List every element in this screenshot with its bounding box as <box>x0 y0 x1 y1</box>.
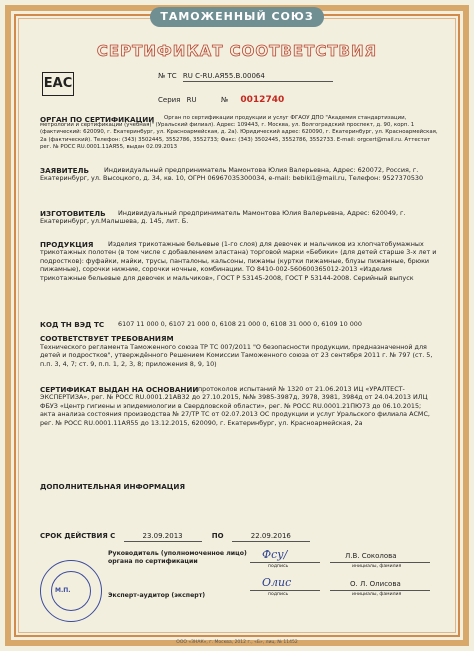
head-signature: Фсу/ <box>262 548 288 561</box>
product-text: Изделия трикотажные бельевые (1-го слоя) для девочек и мальчиков из хлопчатобумажных трикотажных полотен (в том числе с добавлением эластана) торговой марки «Бебики» (для детей старше 3-х лет и подростков): фуфайки, майки, трусы, панталоны, кальсоны, пижамы (куртки пижамные, блузы пижамные, брюки пижамные), сорочки нижние, сорочки ночные, комбинации. ТО 8410-002-560600365012-2013 «Изделия трикотажные бельевые для девочек и мальчиков», ГОСТ Р 53145-2008, ГОСТ Р 53144-2008. Серийный выпуск <box>40 240 437 282</box>
customs-union-header: ТАМОЖЕННЫЙ СОЮЗ <box>150 7 324 27</box>
reg-number-label: № ТС <box>158 72 177 80</box>
reg-number-row <box>158 72 333 82</box>
requirements-text: Технического регламента Таможенного союза ТР ТС 007/2011 "О безопасности продукции, предназначенной для детей и подростков", утверждённого Решением Комиссии Таможенного союза от 23 сентября 2011 г. № 797 (ст. 5, п.п. 3, 4, 7; ст. 9, п.п. 1, 2, 3, 8; приложения 8, 9, 10) <box>40 343 433 368</box>
extra-info-label: ДОПОЛНИТЕЛЬНАЯ ИНФОРМАЦИЯ <box>40 482 185 491</box>
reg-number-value: RU С-RU.АЯ55.В.00064 <box>183 72 333 82</box>
head-sign-caption: подпись <box>268 564 289 569</box>
expert-name-caption: инициалы, фамилия <box>352 592 402 597</box>
eac-mark: ЕАС <box>42 72 74 96</box>
validity-to-label: ПО <box>211 532 224 540</box>
expert-label: Эксперт-аудитор (эксперт) <box>108 592 206 599</box>
tnved-text: 6107 11 000 0, 6107 21 000 0, 6108 21 000 0, 6108 31 000 0, 6109 10 000 <box>118 320 362 328</box>
blank-number-label: № <box>220 96 229 104</box>
validity-from-label: СРОК ДЕЙСТВИЯ С <box>40 532 116 540</box>
issued-basis-label: СЕРТИФИКАТ ВЫДАН НА ОСНОВАНИИ <box>40 385 199 394</box>
manufacturer-text: Индивидуальный предприниматель Мамонтова Юлия Валерьевна, Адрес: 620049, г. Екатеринбург, ул.Малышева, д. 145, лит. Б. <box>40 209 406 226</box>
validity-row <box>40 532 310 542</box>
organ-label: ОРГАН ПО СЕРТИФИКАЦИИ <box>40 115 155 124</box>
expert-sign-caption: подпись <box>268 592 289 597</box>
organ-text: Орган по сертификации продукции и услуг ФГАОУ ДПО "Академия стандартизации, метрологии и сертификации (учебная)" (Уральский филиал). Адрес: 109443, г. Москва, ул. Волгоградский проспект, д. 90, корп. 1 (фактический: 620090, г. Екатеринбург, ул. Красноармейская, д. 2а). Юридический адрес: 620090, г. Екатеринбург, ул. Красноармейская, 2а (фактический). Телефон: (343) 3502445, 3552786, 3552733; Факс: (343) 3502445, 3552786, 3552733. E-mail: orgcert@mail.ru. Аттестат рег. № РОСС RU.0001.11АЯ55, выдан 02.09.2013 <box>40 115 438 150</box>
applicant-label: ЗАЯВИТЕЛЬ <box>40 166 89 175</box>
series-value: RU <box>186 96 197 104</box>
series-label: Серия <box>158 96 181 104</box>
validity-to-date: 22.09.2016 <box>232 532 310 542</box>
printer-footer: ООО «ЗНАК», г. Москва, 2012 г., «Б», лиц. № 11452 <box>176 640 298 645</box>
head-name: Л.В. Соколова <box>345 552 397 560</box>
product-label: ПРОДУКЦИЯ <box>40 240 94 249</box>
expert-signature: Олис <box>262 576 292 589</box>
certificate-title: СЕРТИФИКАТ СООТВЕТСТВИЯ <box>96 42 378 60</box>
series-row <box>158 96 284 105</box>
tnved-label: КОД ТН ВЭД ТС <box>40 320 105 329</box>
manufacturer-label: ИЗГОТОВИТЕЛЬ <box>40 209 106 218</box>
seal-stamp <box>40 560 102 622</box>
expert-name: О. Л. Олисова <box>350 580 401 588</box>
issued-basis-text: протоколов испытаний № 1320 от 21.06.2013 ИЦ «УРАЛТЕСТ-ЭКСПЕРТИЗА», рег. № РОСС RU.0001.21АВ32 до 27.10.2015, №№ 3985-3987д, 3978, 3981, 3984д от 24.04.2013 ИЛЦ ФБУЗ «Центр гигиены и эпидемиологии в Свердловской области», рег. № РОСС RU.0001.21ПЮ73 до 06.10.2015; акта анализа состояния производства № 27/ТР ТС от 02.07.2013 ОС продукции и услуг Уральского филиала АСМС, рег. № РОСС RU.0001.11АЯ55 до 13.12.2015, 620090, г. Екатеринбург, ул. Красноармейская, 2а <box>40 385 430 427</box>
validity-from-date: 23.09.2013 <box>124 532 202 542</box>
stamp-label: М.П. <box>55 587 71 594</box>
blank-number-value: 0012740 <box>240 95 285 105</box>
applicant-text: Индивидуальный предприниматель Мамонтова Юлия Валерьевна, Адрес: 620072, Россия, г. Екатеринбург, ул. Высоцкого, д. 34, кв. 10, ОГРН 06967035300034, e-mail: bebiki1@mail.ru, Телефон: 9527370530 <box>40 166 424 183</box>
head-signatory-label: Руководитель (уполномоченное лицо) органа по сертификации <box>108 550 247 566</box>
head-name-caption: инициалы, фамилия <box>352 564 402 569</box>
requirements-label: СООТВЕТСТВУЕТ ТРЕБОВАНИЯМ <box>40 334 174 343</box>
